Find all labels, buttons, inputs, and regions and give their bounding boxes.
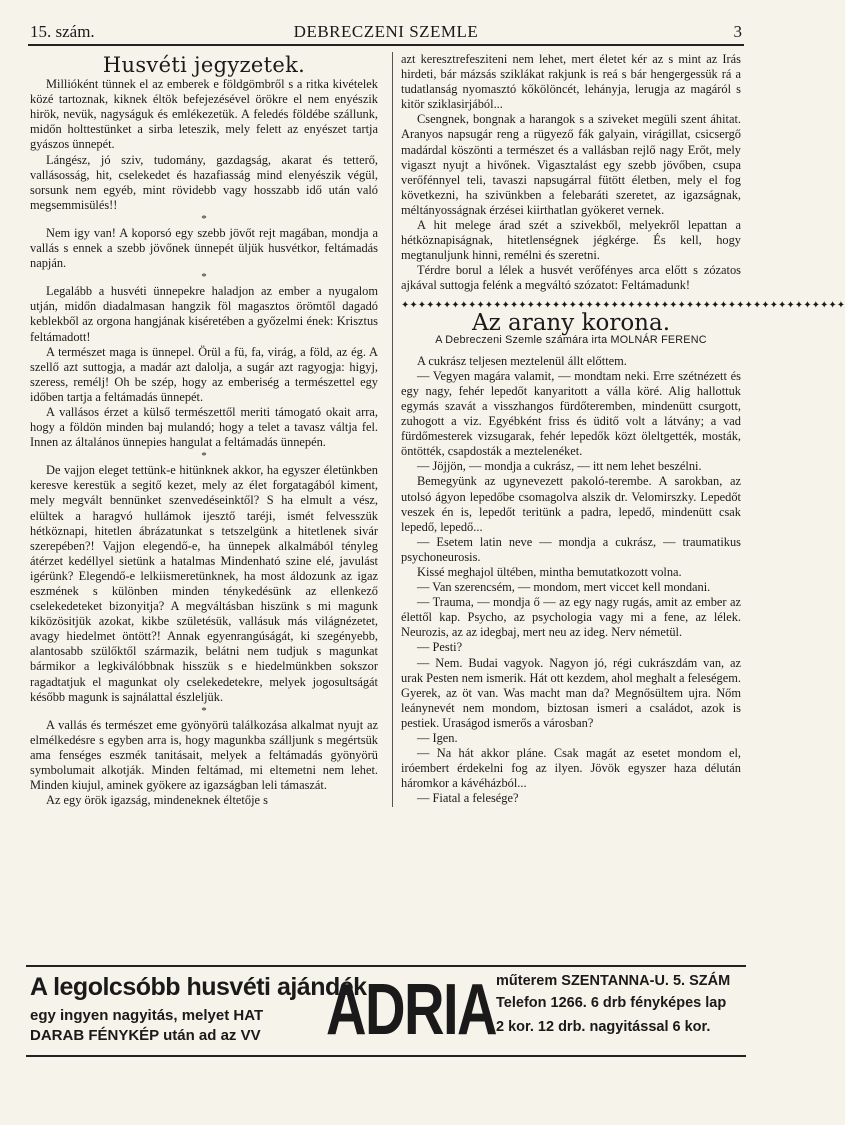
- paragraph: Térdre borul a lélek a husvét verőfényes arca előtt s zózatos ajkával suttogja felénk a megváltó szózatot: Feltámadunk!: [401, 263, 741, 293]
- left-column: [30, 52, 378, 808]
- ad-headline: A legolcsóbb husvéti ajándék: [30, 973, 367, 1001]
- paragraph: A természet maga is ünnepel. Örül a fü, fa, virág, a föld, az ég. A szellő azt suttogja, a madár azt dalolja, a sugár azt ragyogja: higyj, szeress, remélj! Oh be szép, hogy az emberiség a természettel egy időben tartja a feltámadás ünnepét.: [30, 344, 378, 404]
- journal-title: DEBRECZENI SZEMLE: [293, 22, 479, 41]
- section-star: *: [201, 450, 207, 463]
- adria-logo: ADRIA: [326, 970, 497, 1050]
- adria-advertisement: [26, 965, 746, 1057]
- paragraph: Bemegyünk az ugynevezett pakoló-terembe. A sarokban, az utolsó ágyon lepedőbe csomagolva alszik dr. Velomirszky. Lepedőt veszek én is, lepedőt teritünk a padra, lepedő, mindenütt csak lepedő, lepedő...: [401, 474, 741, 534]
- paragraph: A cukrász teljesen meztelenül állt előttem.: [417, 353, 627, 368]
- paragraph: — Na hát akkor pláne. Csak magát az esetet mondom el, iróembert érdekelni fog az ilyen. Jövök egyszer haza délután háromkor a kávéházból...: [401, 746, 741, 791]
- paragraph: Legalább a husvéti ünnepekre haladjon az ember a nyugalom utján, midőn diadalmasan hangzik föl magasztos örömtől dagadó keblekből az orgona hangjának kiséretében a győzelmi ének: Krisztus feltámadott!: [30, 284, 378, 344]
- ad-prices: 2 kor. 12 drb. nagyitással 6 kor.: [496, 1019, 711, 1035]
- ad-line: egy ingyen nagyitás, melyet HAT: [30, 1007, 264, 1024]
- ad-address: műterem SZENTANNA-U. 5. SZÁM: [496, 973, 731, 989]
- ornamental-divider: ✦✦✦✦✦✦✦✦✦✦✦✦✦✦✦✦✦✦✦✦✦✦✦✦✦✦✦✦✦✦✦✦✦✦✦✦✦✦✦✦✦✦✦✦✦✦✦✦✦✦✦✦✦: [401, 299, 845, 311]
- ad-telephone: Telefon 1266. 6 drb fényképes lap: [496, 995, 727, 1011]
- page-number: 3: [733, 22, 742, 41]
- paragraph: — Nem. Budai vagyok. Nagyon jó, régi cukrászdám van, az urak Pesten nem ismerik. Hát ott kezdem, ahol meghalt a feleségem. Gyerek, az öt van. Was macht man da? Megnősültem ujra. Nőm leánynevét nem mondom, biztosan ismeri a családot, azok is pestiek. Uraságod ismerős a városban?: [401, 655, 741, 730]
- paragraph: Millióként tünnek el az emberek e földgömbről s a ritka kivételek közé tartoznak, kiknek éltök befejezésével örökre el nem enyészik hirök, nevük, nagyságuk és emlékezetük. A feledés földébe szállunk, midőn holttestünket a sirba leteszik, mely felett az enyészet tartja gyászos ünnepét.: [30, 77, 378, 152]
- paragraph: Nem igy van! A koporsó egy szebb jövőt rejt magában, mondja a vallás s ennek a szebb jövőnek ünnepét üljük husvétkor, feltámadás napján.: [30, 225, 378, 271]
- paragraph: A hit melege árad szét a szivekből, melyekről lepattan a hétköznapiságnak, hitetlenségnek jégkérge. És kell, hogy megtanuljunk hinni, remélni és szeretni.: [401, 218, 741, 263]
- paragraph: Az egy örök igazság, mindeneknek éltetője s: [46, 793, 268, 808]
- ad-line: DARAB FÉNYKÉP után ad az VV: [30, 1027, 261, 1044]
- paragraph: — Jöjjön, — mondja a cukrász, — itt nem lehet beszélni.: [417, 459, 702, 474]
- section-star: *: [201, 271, 207, 284]
- paragraph: azt keresztrefesziteni nem lehet, mert életet kér az s mint az Irás hirdeti, bár mázsás sziklákat rakjunk is reá s bár hengergessük rá a tudatlanság nyomasztó kőkölöncét, lehányja, lerugja az magáról s kitör sziklasirjából...: [401, 52, 741, 112]
- paragraph: — Fiatal a felesége?: [417, 791, 519, 806]
- paragraph: Lángész, jó sziv, tudomány, gazdagság, akarat és tetterő, vallásosság, hit, cselekedet és hazafiasság mind elenyészik végül, sorsunk nem egyéb, mint rövidebb vagy hosszabb idő után való megsemmisülés!!: [30, 152, 378, 212]
- section-star: *: [201, 212, 207, 225]
- paragraph: — Vegyen magára valamit, — mondtam neki. Erre szétnézett és egy nagy, fehér lepedőt kanyaritott a válla köré. Alig hallottuk egymás szavát a visszhangos fürdőteremben, mindenütt csurgott, zuhogott a viz. Egyébként friss és üditő volt a látvány; a vad fürdőmesterek vizsugarak, fehér lepedők közt öleltgették, mosták, öntötték, csapdosták a meztelenéket.: [401, 368, 741, 459]
- page-header: [28, 20, 744, 46]
- paragraph: — Van szerencsém, — mondom, mert viccet kell mondani.: [417, 580, 711, 595]
- section-star: *: [201, 704, 207, 717]
- paragraph: — Pesti?: [417, 640, 463, 655]
- paragraph: — Trauma, — mondja ő — az egy nagy rugás, amit az ember az élettől kap. Psycho, az psychologia vagy mi a fene, az lélek. Neurozis, az az idegbaj, mert neu az ideg. Nerv németül.: [401, 595, 741, 640]
- paragraph: Csengnek, bongnak a harangok s a sziveket megüli szent áhitat. Aranyos napsugár reng a rügyező fák galyain, virágillat, csicsergő madárdal köszönti a természet és a vallásban rejlő nagy Erőt, mely vigaszt nyujt a hivőnek. Vigasztalást egy szebb jövőben, csupa verőfénnyel teli, tavaszi napsugárral fütött életben, mely el fog következni, ha szivünkben a felebaráti szeretet, az igazságnak, méltányosságnak érzései kiirthatlan gyökeret vernek.: [401, 112, 741, 217]
- right-column: [392, 52, 845, 807]
- paragraph: A vallásos érzet a külső természettől meriti támogató okait arra, hogy a földön minden baj mulandó; hogy a telet a tavasz váltja fel. Innen az általános ünnepies hangulat a feltámadás ünnepén.: [30, 404, 378, 450]
- article-title-arany-korona: Az arany korona.: [471, 309, 671, 336]
- paragraph: Kissé meghajol ültében, mintha bemutatkozott volna.: [417, 565, 682, 579]
- article-byline: A Debreczeni Szemle számára irta MOLNÁR FERENC: [435, 333, 707, 346]
- paragraph: A vallás és természet eme gyönyörü találkozása alkalmat nyujt az elmélkedésre s egyben arra is, hogy magunkba szálljunk s megértsük ama fenséges eszmék tanitásait, melyek a feltámadás gyönyörü symbolumait alkotják. Minden feltámad, mi eltemetni nem lehet. Minden kiujul, aminek gyökere az igazságban leli támaszát.: [30, 717, 378, 793]
- paragraph: — Esetem latin neve — mondja a cukrász, — traumatikus psychoneurosis.: [401, 534, 741, 564]
- article-title-husveti: Husvéti jegyzetek.: [102, 53, 306, 77]
- paragraph: — Igen.: [417, 731, 458, 746]
- paragraph: De vajjon eleget tettünk-e hitünknek akkor, ha egyszer életünkben keresve kerestük a segitő kezet, mely az élet forgatagából kiment, mely megvált bennünket szenvedéseinktől? S ha elmult a vész, elültek a haragvó hullámok ijesztő taréji, ismét felvesszük hétköznapi, hitetlen ábrázatunkat s tetszelgünk a hitetlenek sivár szerepében?! Vajjon elegendő-e, ha ünnepek alkalmából tényleg átérzet kedéllyel sietünk a hatalmas Mindenható szine elé, javulást igérünk? Elegendő-e lelkiismeretünknek, ha most áldozunk az igaz eszmének s különben minden ténykedésünk az ellenkező cselekedeteket bizonyitja? A megváltásban hiszünk s mi magunk kiközösitjük azokat, kikbe születésük, vallásuk más világnézetet, avagy hiedelmet öntött?! Annak egyenrangúságát, ki szegényebb, alantosabb szülőktől származik, belátni nem tudjuk s magunkat bármikor a legkiválóbbnak hisszük s e hiedelmünkben sokszor ragadtatjuk el magunkat oly cselekedetekre, melyek jogosultságát később magunk is sajnálattal észleljük.: [30, 463, 378, 704]
- issue-number: 15. szám.: [30, 22, 95, 41]
